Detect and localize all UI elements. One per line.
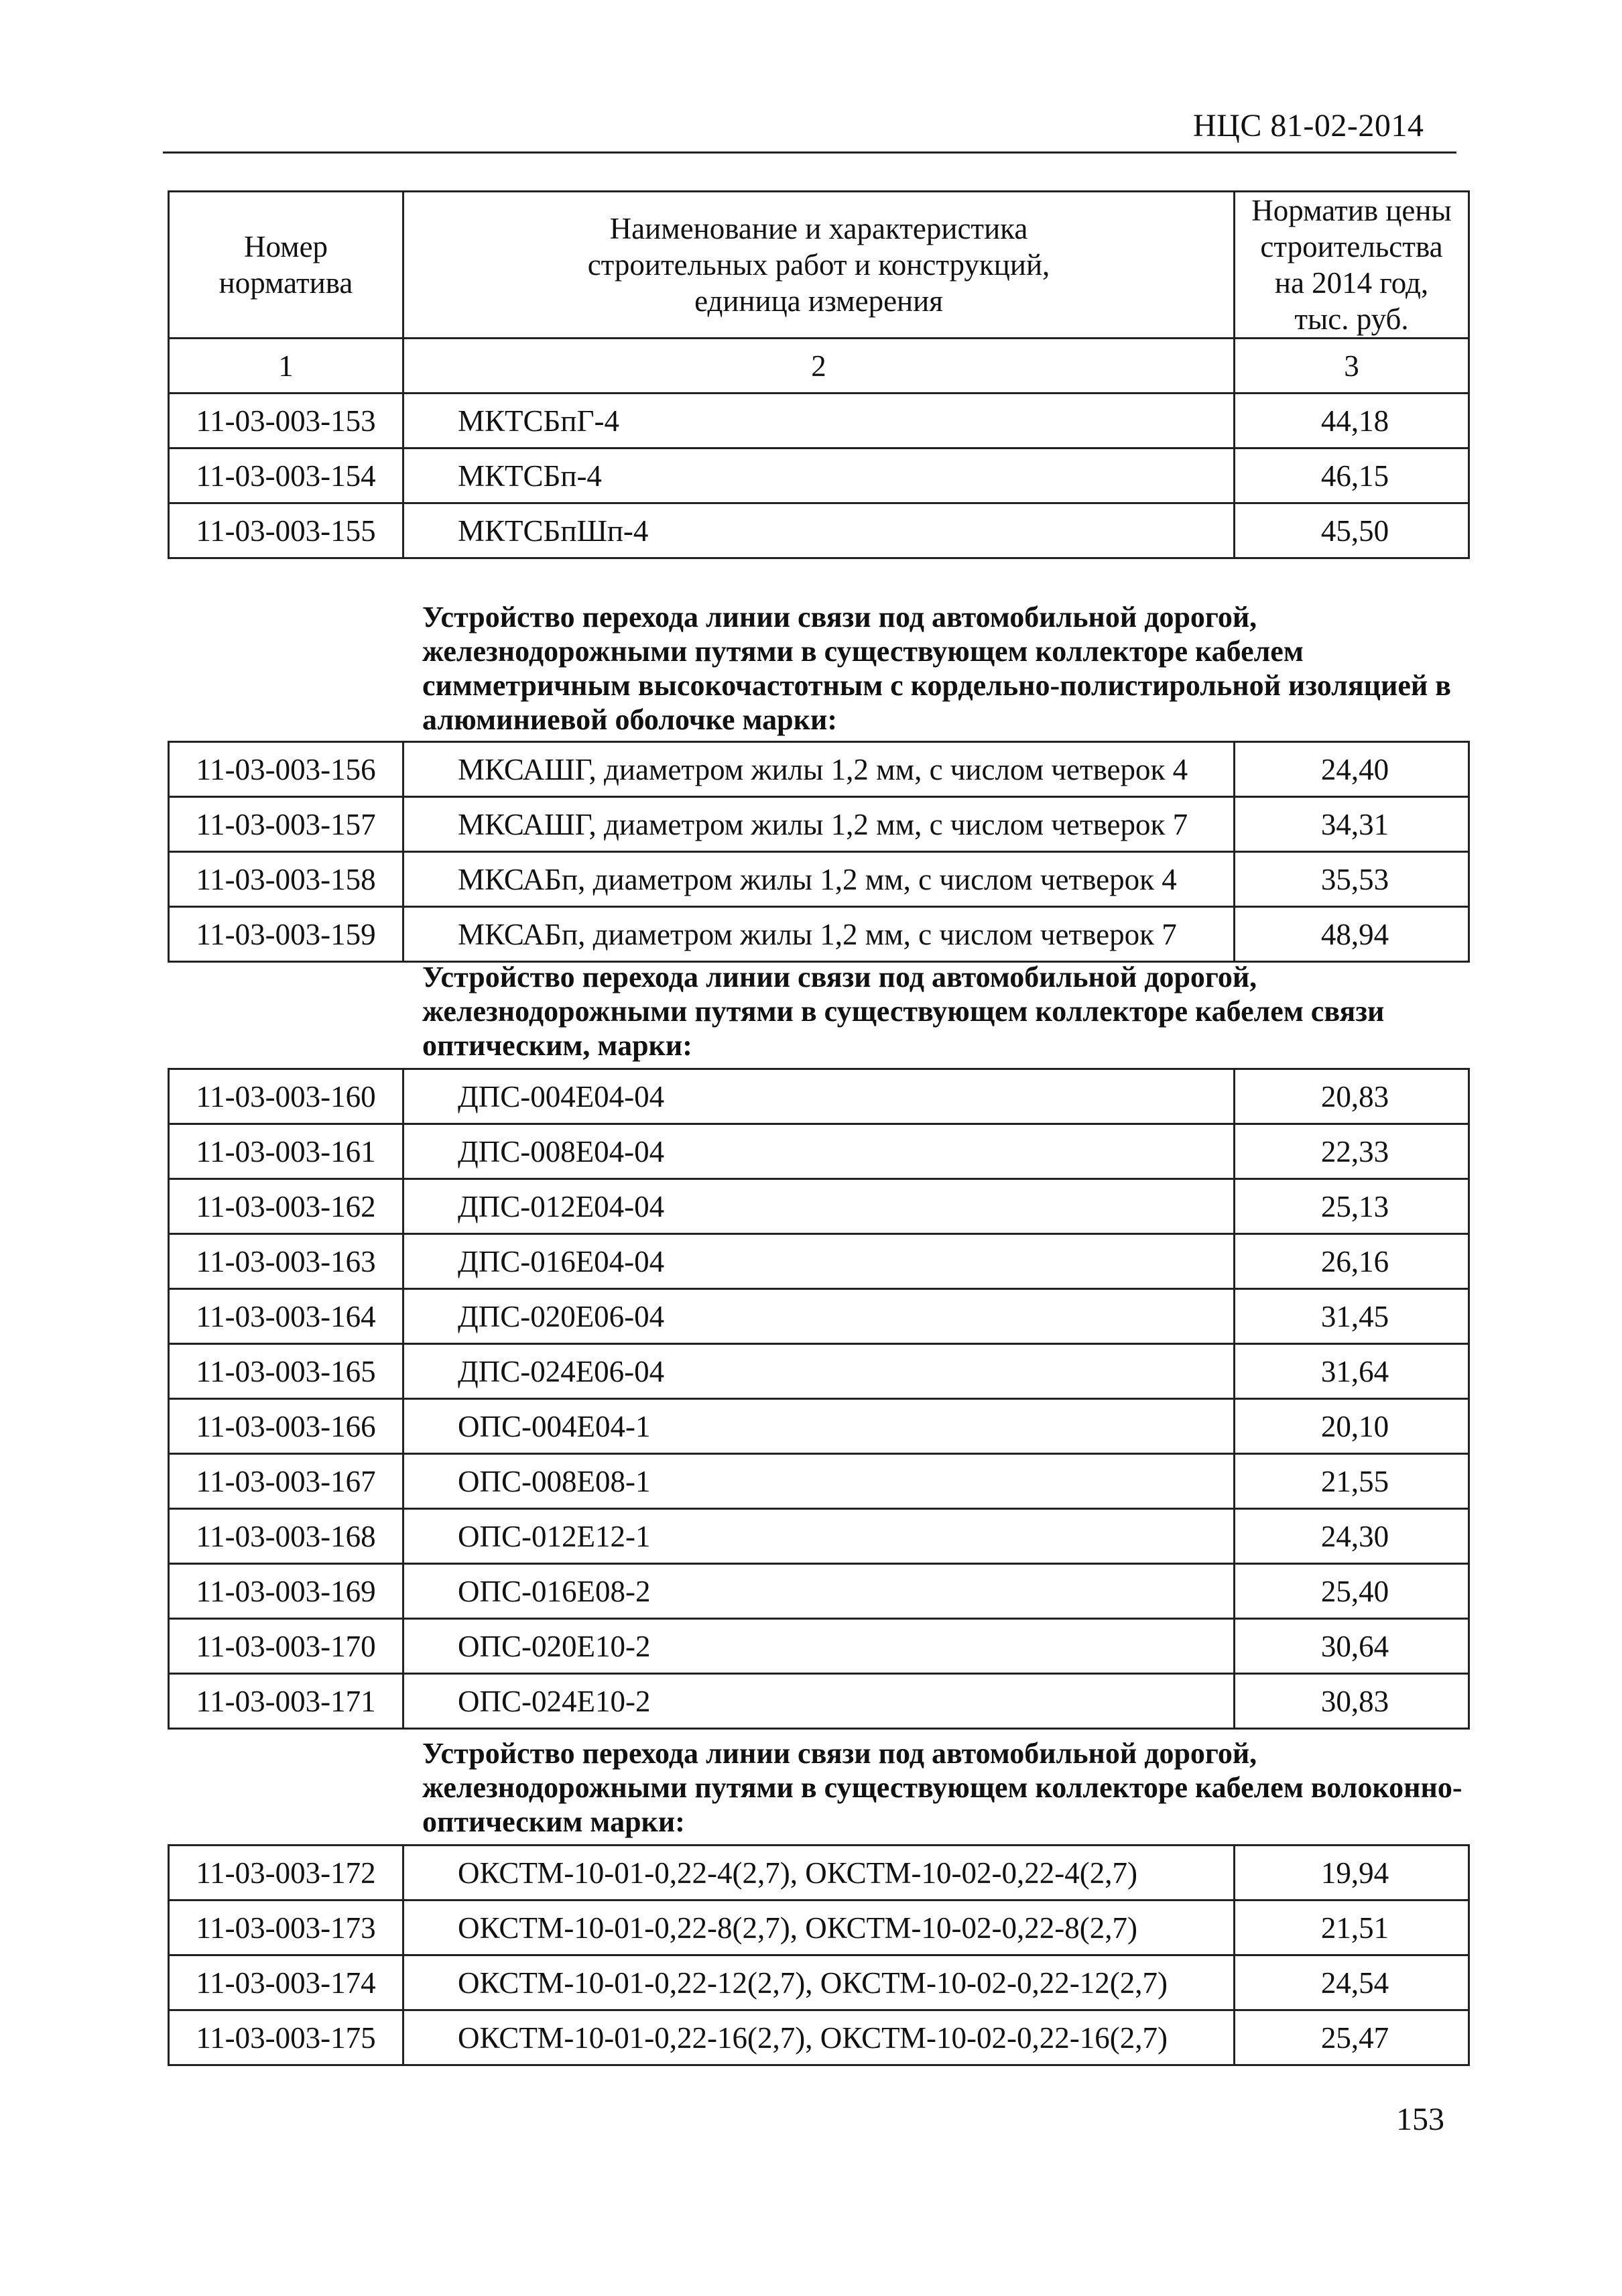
norm-code: 11-03-003-157 <box>169 797 403 852</box>
norm-name: ОПС-016Е08-2 <box>403 1564 1235 1619</box>
page-number: 153 <box>1396 2102 1444 2137</box>
section-title-2: Устройство перехода линии связи под автомобильной дорогой, железнодорожными путями в существующем коллекторе кабелем связи оптическим, марки: <box>422 961 1385 1062</box>
header-rule <box>163 152 1456 154</box>
norm-code: 11-03-003-158 <box>169 852 403 907</box>
norm-name: ДПС-004Е04-04 <box>403 1069 1235 1124</box>
table-row <box>169 1509 1469 1564</box>
norm-price: 34,31 <box>1235 797 1469 852</box>
norm-price: 45,50 <box>1235 503 1469 558</box>
table-row <box>169 1179 1469 1234</box>
norm-code: 11-03-003-165 <box>169 1344 403 1399</box>
norms-table-4 <box>168 1844 1470 2066</box>
table-row <box>169 1900 1469 1955</box>
norm-code: 11-03-003-168 <box>169 1509 403 1564</box>
norm-price: 19,94 <box>1235 1846 1469 1900</box>
table-row <box>169 1344 1469 1399</box>
norm-name: ОКСТМ-10-01-0,22-8(2,7), ОКСТМ-10-02-0,22-8(2,7) <box>403 1900 1235 1955</box>
norm-name: ОКСТМ-10-01-0,22-12(2,7), ОКСТМ-10-02-0,22-12(2,7) <box>403 1955 1235 2010</box>
norm-code: 11-03-003-156 <box>169 742 403 797</box>
norm-code: 11-03-003-155 <box>169 503 403 558</box>
norm-price: 24,30 <box>1235 1509 1469 1564</box>
table-row <box>169 852 1469 907</box>
table-row <box>169 1399 1469 1454</box>
table-row <box>169 1454 1469 1509</box>
table-row <box>169 1124 1469 1179</box>
norm-code: 11-03-003-164 <box>169 1289 403 1344</box>
norm-name: ДПС-016Е04-04 <box>403 1234 1235 1289</box>
norm-name: МКСАШГ, диаметром жилы 1,2 мм, с числом четверок 7 <box>403 797 1235 852</box>
table-row <box>169 1234 1469 1289</box>
header-col-price: Норматив цены строительства на 2014 год, тыс. руб. <box>1235 192 1469 339</box>
norm-code: 11-03-003-174 <box>169 1955 403 2010</box>
table-row <box>169 1674 1469 1729</box>
norm-price: 24,40 <box>1235 742 1469 797</box>
table-row <box>169 448 1469 503</box>
norm-price: 22,33 <box>1235 1124 1469 1179</box>
norm-name: ОПС-024Е10-2 <box>403 1674 1235 1729</box>
norm-price: 25,40 <box>1235 1564 1469 1619</box>
norm-name: ДПС-020Е06-04 <box>403 1289 1235 1344</box>
norm-name: ОКСТМ-10-01-0,22-16(2,7), ОКСТМ-10-02-0,22-16(2,7) <box>403 2010 1235 2065</box>
group4-rows <box>169 1846 1469 2065</box>
norm-code: 11-03-003-154 <box>169 448 403 503</box>
header-row <box>169 192 1469 339</box>
table-row <box>169 1955 1469 2010</box>
norm-price: 46,15 <box>1235 448 1469 503</box>
norm-name: ДПС-008Е04-04 <box>403 1124 1235 1179</box>
group1-rows <box>169 394 1469 558</box>
norm-code: 11-03-003-153 <box>169 394 403 448</box>
document-code: НЦС 81-02-2014 <box>1193 108 1424 143</box>
norm-name: ОПС-004Е04-1 <box>403 1399 1235 1454</box>
norm-name: МКТСБпГ-4 <box>403 394 1235 448</box>
norm-price: 25,47 <box>1235 2010 1469 2065</box>
table-row <box>169 1846 1469 1900</box>
table-row <box>169 394 1469 448</box>
norm-name: ОКСТМ-10-01-0,22-4(2,7), ОКСТМ-10-02-0,22-4(2,7) <box>403 1846 1235 1900</box>
norm-name: ДПС-012Е04-04 <box>403 1179 1235 1234</box>
norm-price: 35,53 <box>1235 852 1469 907</box>
table-row <box>169 1564 1469 1619</box>
norms-table-2 <box>168 741 1470 963</box>
column-number-2: 2 <box>403 339 1235 394</box>
group3-rows <box>169 1069 1469 1729</box>
norm-code: 11-03-003-160 <box>169 1069 403 1124</box>
norm-name: ДПС-024Е06-04 <box>403 1344 1235 1399</box>
column-number-row <box>169 339 1469 394</box>
norm-name: МКСАБп, диаметром жилы 1,2 мм, с числом четверок 4 <box>403 852 1235 907</box>
norm-code: 11-03-003-159 <box>169 907 403 962</box>
header-col-code: Номер норматива <box>169 192 403 339</box>
norm-name: ОПС-012Е12-1 <box>403 1509 1235 1564</box>
column-number-1: 1 <box>169 339 403 394</box>
column-number-3: 3 <box>1235 339 1469 394</box>
norm-price: 30,83 <box>1235 1674 1469 1729</box>
table-row <box>169 907 1469 962</box>
norm-code: 11-03-003-163 <box>169 1234 403 1289</box>
norm-code: 11-03-003-169 <box>169 1564 403 1619</box>
norm-price: 31,64 <box>1235 1344 1469 1399</box>
norm-price: 44,18 <box>1235 394 1469 448</box>
section-title-3: Устройство перехода линии связи под автомобильной дорогой, железнодорожными путями в существующем коллекторе кабелем волоконно-оптическим марки: <box>422 1737 1462 1838</box>
norm-code: 11-03-003-170 <box>169 1619 403 1674</box>
group2-rows <box>169 742 1469 962</box>
norm-price: 20,83 <box>1235 1069 1469 1124</box>
table-row <box>169 1289 1469 1344</box>
table-row <box>169 742 1469 797</box>
norm-price: 30,64 <box>1235 1619 1469 1674</box>
norm-code: 11-03-003-161 <box>169 1124 403 1179</box>
norm-code: 11-03-003-172 <box>169 1846 403 1900</box>
norm-price: 21,55 <box>1235 1454 1469 1509</box>
norms-table-head <box>168 190 1470 559</box>
norm-name: МКСАШГ, диаметром жилы 1,2 мм, с числом четверок 4 <box>403 742 1235 797</box>
norm-code: 11-03-003-166 <box>169 1399 403 1454</box>
norm-name: ОПС-008Е08-1 <box>403 1454 1235 1509</box>
norm-name: МКТСБп-4 <box>403 448 1235 503</box>
norm-price: 21,51 <box>1235 1900 1469 1955</box>
norm-price: 24,54 <box>1235 1955 1469 2010</box>
norm-code: 11-03-003-175 <box>169 2010 403 2065</box>
table-row <box>169 1619 1469 1674</box>
norm-price: 25,13 <box>1235 1179 1469 1234</box>
table-row <box>169 1069 1469 1124</box>
norms-table-3 <box>168 1068 1470 1730</box>
header-col-name: Наименование и характеристика строительных работ и конструкций, единица измерения <box>403 192 1235 339</box>
norm-price: 20,10 <box>1235 1399 1469 1454</box>
norm-name: ОПС-020Е10-2 <box>403 1619 1235 1674</box>
norm-code: 11-03-003-173 <box>169 1900 403 1955</box>
table-row <box>169 2010 1469 2065</box>
norm-name: МКСАБп, диаметром жилы 1,2 мм, с числом четверок 7 <box>403 907 1235 962</box>
norm-code: 11-03-003-167 <box>169 1454 403 1509</box>
norm-name: МКТСБпШп-4 <box>403 503 1235 558</box>
norm-price: 31,45 <box>1235 1289 1469 1344</box>
table-row <box>169 797 1469 852</box>
norm-price: 48,94 <box>1235 907 1469 962</box>
norm-code: 11-03-003-171 <box>169 1674 403 1729</box>
norm-price: 26,16 <box>1235 1234 1469 1289</box>
section-title-1: Устройство перехода линии связи под автомобильной дорогой, железнодорожными путями в существующем коллекторе кабелем симметричным высокочастотным с кордельно-полистирольной изоляцией в алюминиевой оболочке марки: <box>422 601 1451 736</box>
table-row <box>169 503 1469 558</box>
norm-code: 11-03-003-162 <box>169 1179 403 1234</box>
